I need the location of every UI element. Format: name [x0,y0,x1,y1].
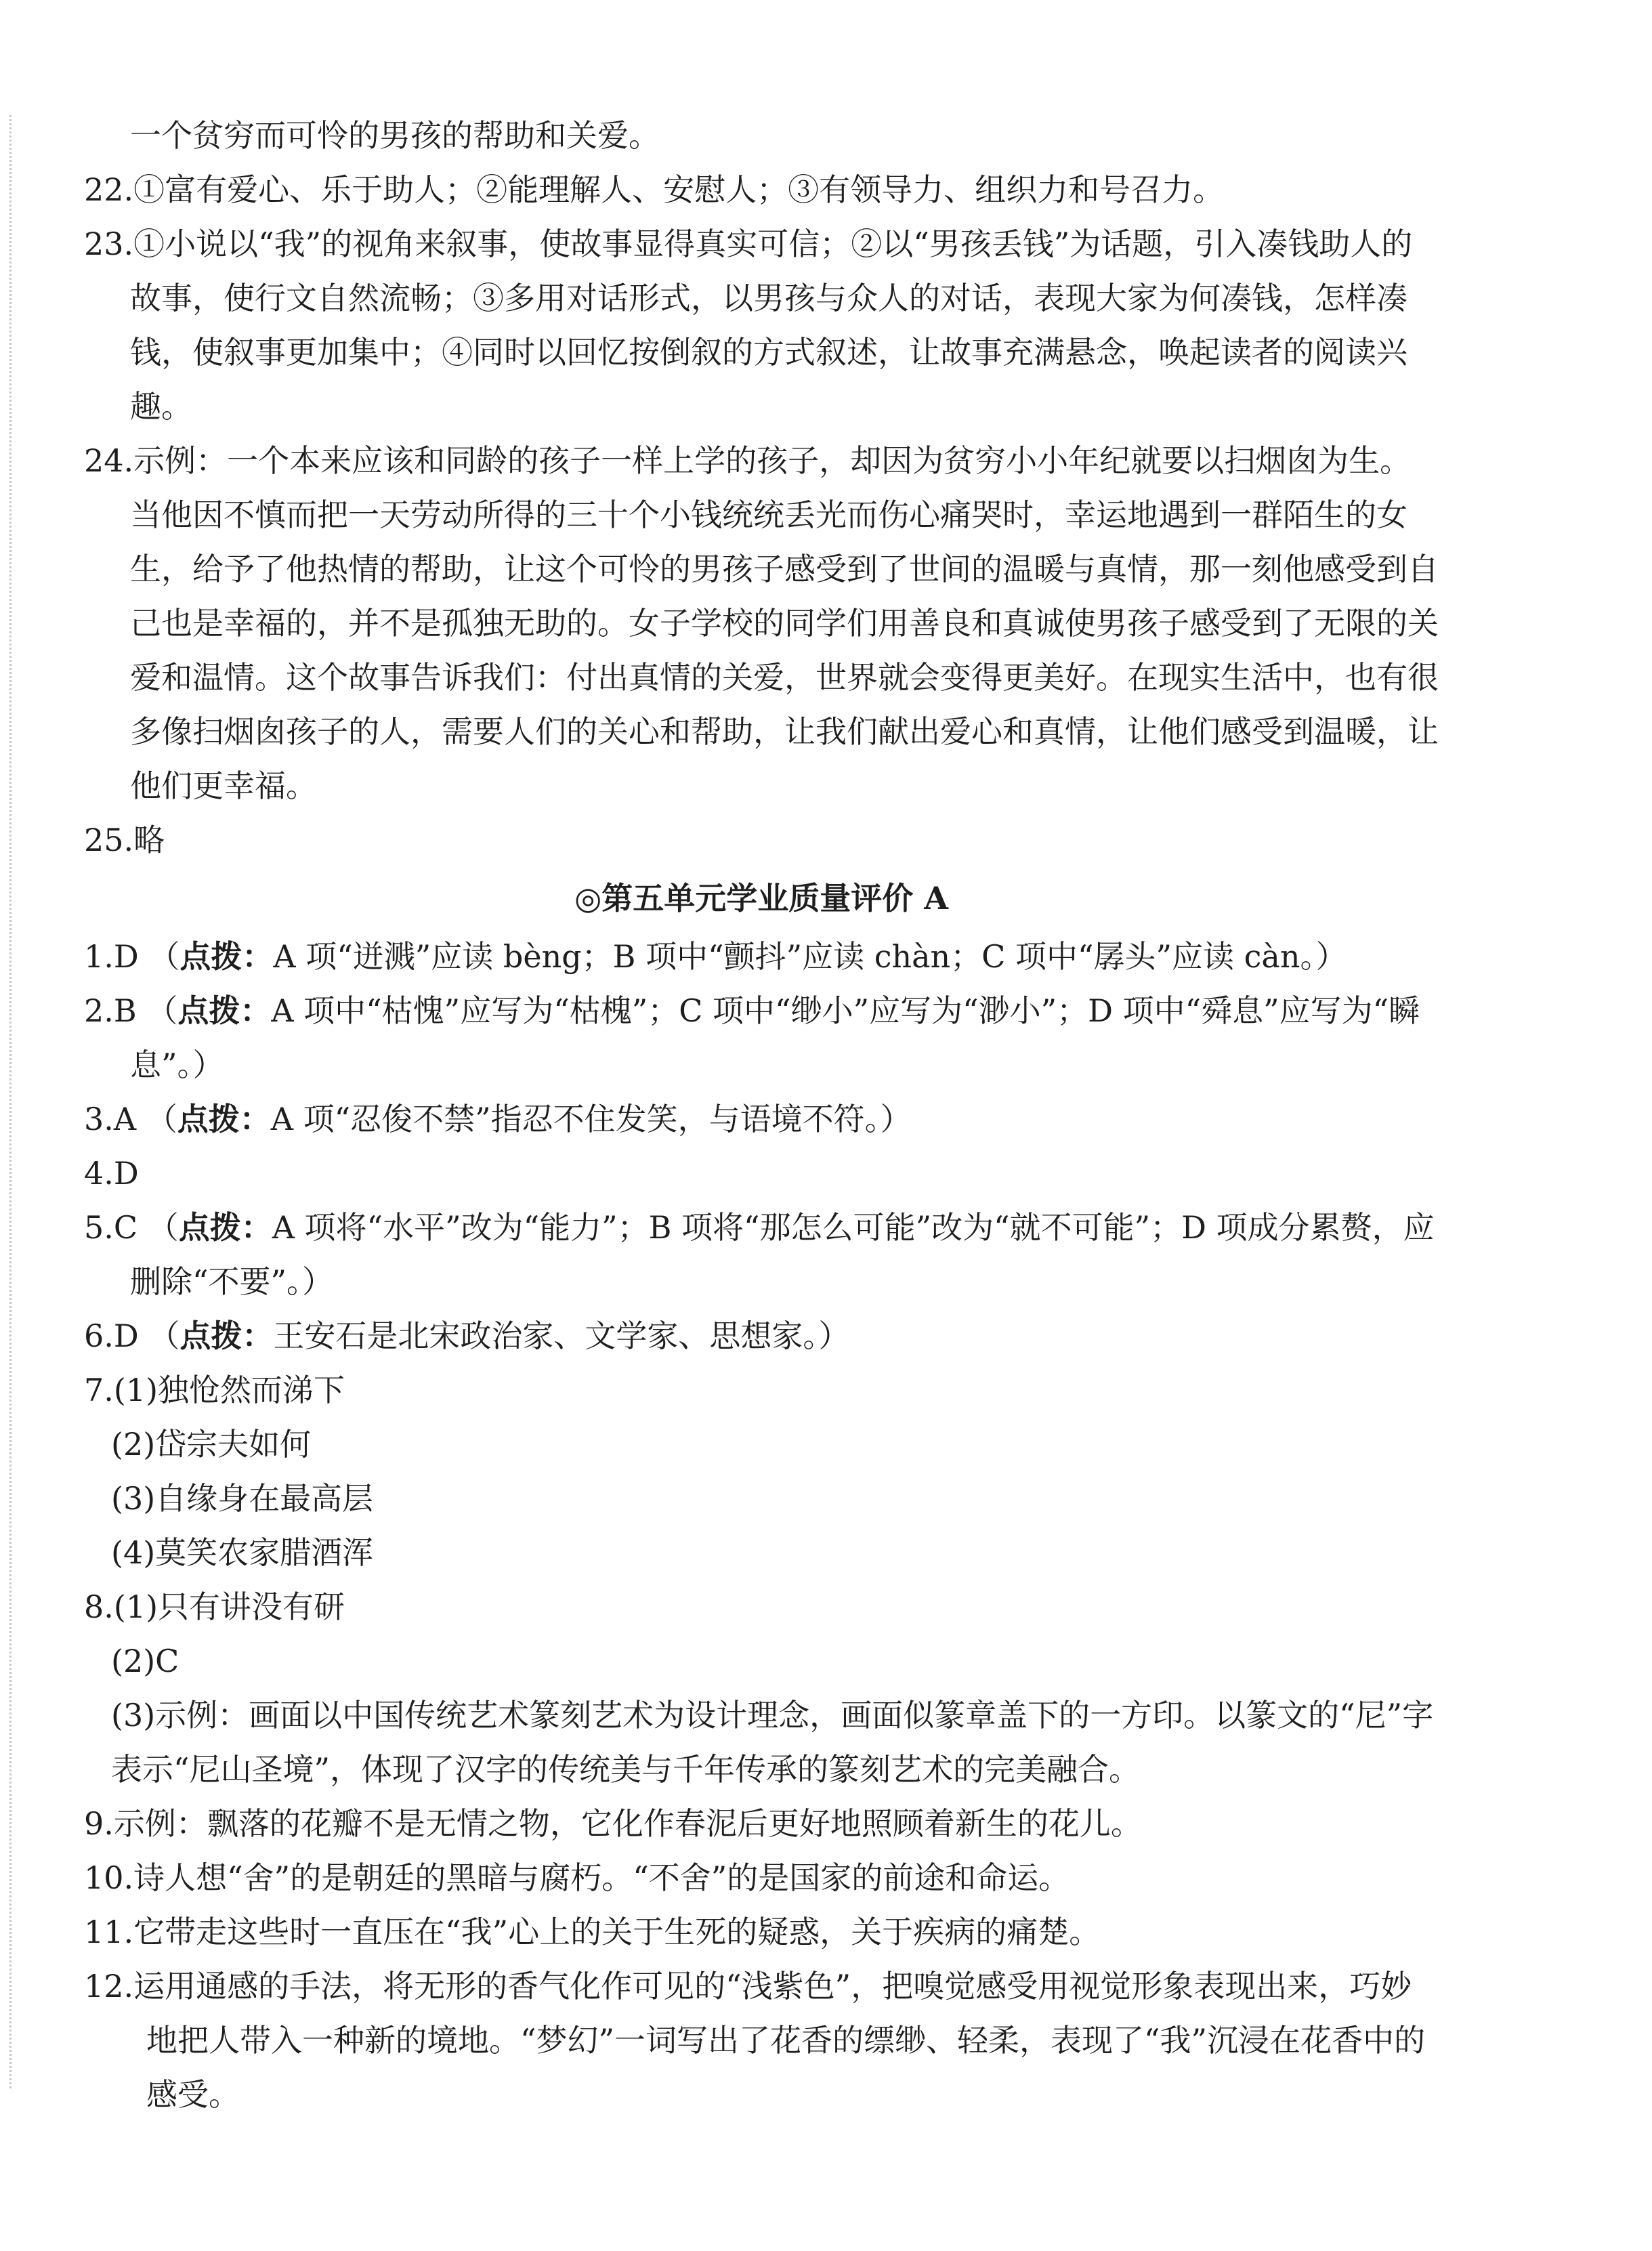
answer-3-text: A 项“忍俊不禁”指忍不住发笑，与语境不符。） [270,1101,912,1137]
answer-7-4: (4)莫笑农家腊酒浑 [111,1534,374,1571]
answer-12: 12.运用通感的手法，将无形的香气化作可见的“浅紫色”，把嗅觉感受用视觉形象表现出来，巧妙地把人带入一种新的境地。“梦幻”一词写出了花香的缥缈、轻柔，表现了“我”沉浸在花香中的感受。 [84,1968,1426,2113]
answer-9: 9.示例：飘落的花瓣不是无情之物，它化作春泥后更好地照顾着新生的花儿。 [84,1805,1142,1842]
answer-10: 10.诗人想“舍”的是朝廷的黑暗与腐朽。“不舍”的是国家的前途和命运。 [84,1859,1070,1896]
answer-6: 6.D （点拨：王安石是北宋政治家、文学家、思想家。） [84,1318,850,1354]
answer-4: 4.D [84,1155,139,1192]
answer-7-2: (2)岱宗夫如何 [111,1426,312,1463]
answer-3: 3.A （点拨：A 项“忍俊不禁”指忍不住发笑，与语境不符。） [84,1101,912,1137]
answer-1-label: 1.D [84,938,139,975]
answer-2: 2.B （点拨：A 项中“枯愧”应写为“枯槐”；C 项中“缈小”应写为“渺小”；D 项中“舜息”应写为“瞬息”。） [84,992,1420,1083]
answer-23: 23.①小说以“我”的视角来叙事，使故事显得真实可信；②以“男孩丢钱”为话题，引入凑钱助人的故事，使行文自然流畅；③多用对话形式，以男孩与众人的对话，表现大家为何凑钱，怎样凑钱，使叙事更加集中；④同时以回忆按倒叙的方式叙述，让故事充满悬念，唤起读者的阅读兴趣。 [84,226,1413,425]
answer-5: 5.C （点拨：A 项将“水平”改为“能力”；B 项将“那怎么可能”改为“就不可能”；D 项成分累赘，应删除“不要”。） [84,1209,1435,1300]
binding-dotted-line [9,115,12,2088]
answer-1: 1.D （点拨：A 项“迸溅”应读 bèng；B 项中“颤抖”应读 chàn；C 项中“孱头”应读 càn。） [84,938,1347,975]
answer-5-tag: 点拨： [178,1209,272,1246]
answer-1-tag: 点拨： [179,938,274,975]
answer-5-label: 5.C [84,1209,138,1246]
answer-1-text: A 项“迸溅”应读 bèng；B 项中“颤抖”应读 chàn；C 项中“孱头”应读 càn。） [273,938,1347,975]
answer-6-label: 6.D [84,1318,139,1354]
answer-3-label: 3.A [84,1101,137,1137]
answer-24: 24.示例：一个本来应该和同龄的孩子一样上学的孩子，却因为贫穷小小年纪就要以扫烟囱为生。当他因不慎而把一天劳动所得的三十个小钱统统丢光而伤心痛哭时，幸运地遇到一群陌生的女生，给予了他热情的帮助，让这个可怜的男孩子感受到了世间的温暖与真情，那一刻他感受到自己也是幸福的，并不是孤独无助的。女子学校的同学们用善良和真诚使男孩子感受到了无限的关爱和温情。这个故事告诉我们：付出真情的关爱，世界就会变得更美好。在现实生活中，也有很多像扫烟囱孩子的人，需要人们的关心和帮助，让我们献出爱心和真情，让他们感受到温暖，让他们更幸福。 [84,442,1439,804]
answer-8-2: (2)C [111,1643,179,1679]
answer-22: 22.①富有爱心、乐于助人；②能理解人、安慰人；③有领导力、组织力和号召力。 [84,171,1225,208]
answer-6-text: 王安石是北宋政治家、文学家、思想家。） [273,1318,850,1354]
answer-page [84,108,1439,2122]
answer-8-3: (3)示例：画面以中国传统艺术篆刻艺术为设计理念，画面似篆章盖下的一方印。以篆文的“尼”字表示“尼山圣境”，体现了汉字的传统美与千年传承的篆刻艺术的完美融合。 [111,1697,1434,1788]
answer-6-tag: 点拨： [179,1318,274,1354]
answer-2-tag: 点拨： [177,992,272,1029]
answer-25: 25.略 [84,822,165,858]
section-title: ◎第五单元学业质量评价 A [574,880,948,917]
answer-continuation: 一个贫穷而可怜的男孩的帮助和关爱。 [130,117,660,154]
answer-2-label: 2.B [84,992,137,1029]
answer-5-text: A 项将“水平”改为“能力”；B 项将“那怎么可能”改为“就不可能”；D 项成分累赘，应删除“不要”。） [130,1209,1435,1300]
answer-8-1: 8.(1)只有讲没有研 [84,1589,345,1625]
answer-7-1: 7.(1)独怆然而涕下 [84,1372,345,1408]
answer-2-text: A 项中“枯愧”应写为“枯槐”；C 项中“缈小”应写为“渺小”；D 项中“舜息”应写为“瞬息”。） [130,992,1420,1083]
answer-3-tag: 点拨： [177,1101,271,1137]
answer-11: 11.它带走这些时一直压在“我”心上的关于生死的疑惑，关于疾病的痛楚。 [84,1914,1101,1950]
answer-7-3: (3)自缘身在最高层 [111,1480,374,1517]
